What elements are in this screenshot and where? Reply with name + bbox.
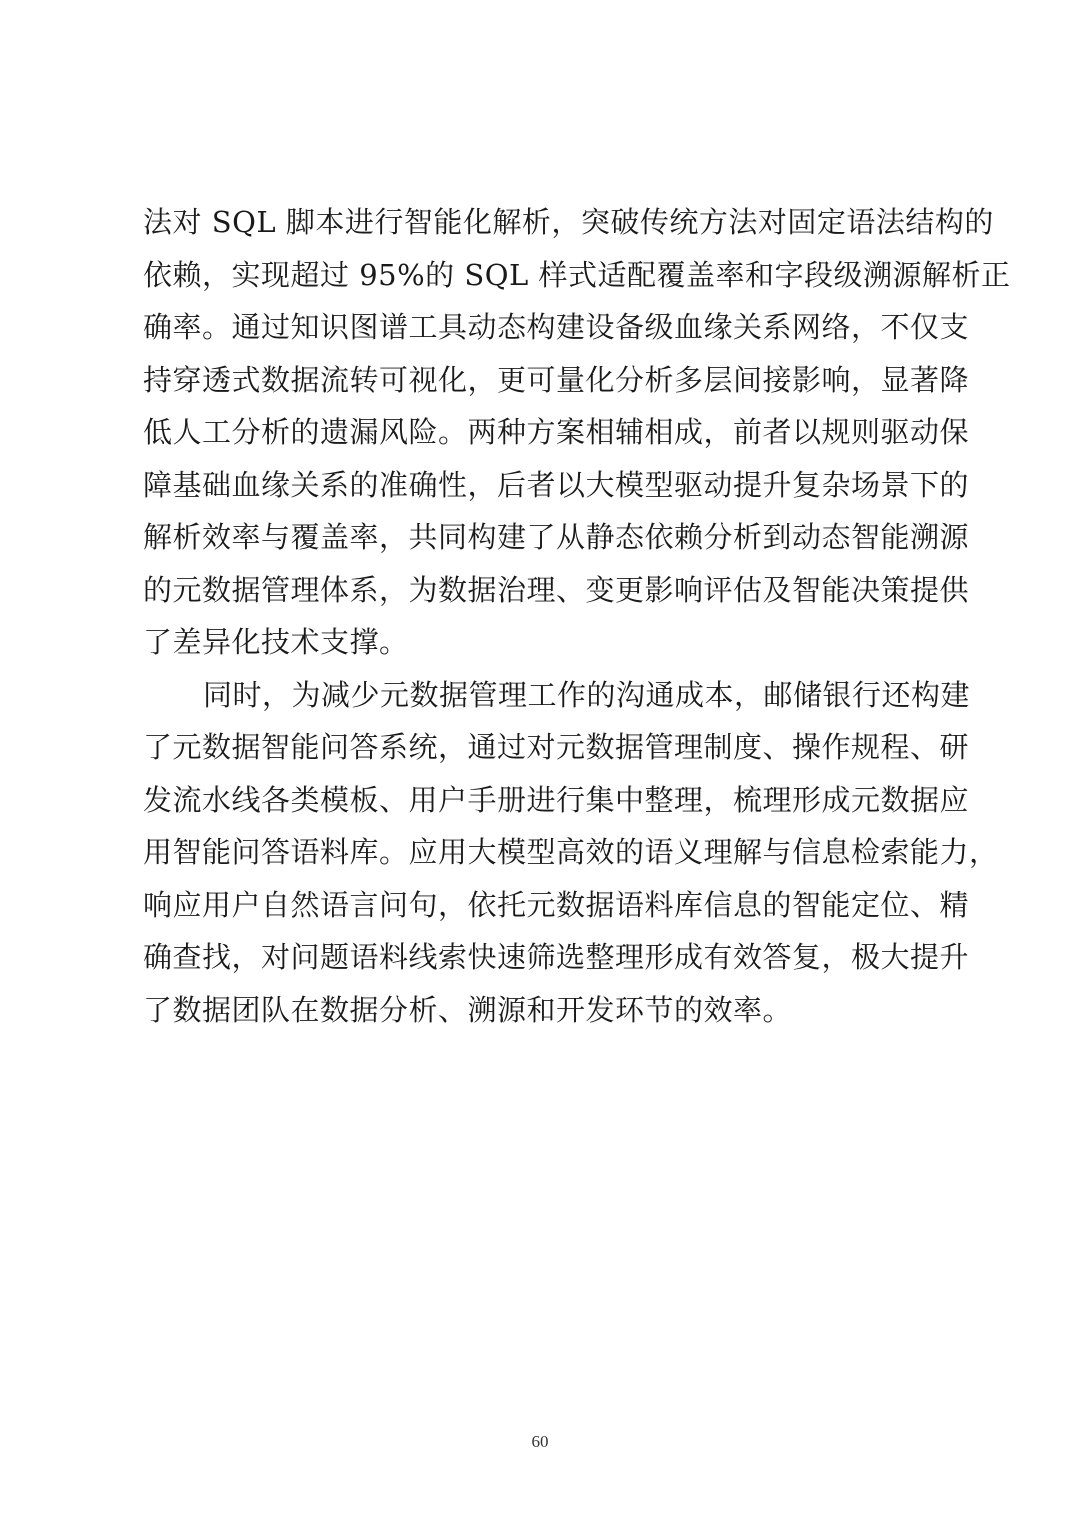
text-line: 的元数据管理体系，为数据治理、变更影响评估及智能决策提供 (143, 572, 970, 607)
text-line: 发流水线各类模板、用户手册进行集中整理，梳理形成元数据应 (143, 782, 970, 817)
text-line: 了差异化技术支撑。 (143, 625, 409, 659)
text-line: 用智能问答语料库。应用大模型高效的语义理解与信息检索能力， (143, 835, 999, 869)
text-line: 持穿透式数据流转可视化，更可量化分析多层间接影响，显著降 (143, 362, 970, 397)
page-number: 60 (531, 1432, 549, 1451)
text-line: 法对 SQL 脚本进行智能化解析，突破传统方法对固定语法结构的 (143, 205, 994, 239)
body-text (143, 196, 1011, 1036)
text-line: 解析效率与覆盖率，共同构建了从静态依赖分析到动态智能溯源 (143, 520, 970, 554)
text-line: 同时，为减少元数据管理工作的沟通成本，邮储银行还构建 (203, 677, 971, 712)
text-line: 响应用户自然语言问句，依托元数据语料库信息的智能定位、精 (143, 887, 970, 922)
text-line: 低人工分析的遗漏风险。两种方案相辅相成，前者以规则驱动保 (143, 415, 970, 449)
text-line: 了数据团队在数据分析、溯源和开发环节的效率。 (143, 992, 793, 1027)
text-line: 确率。通过知识图谱工具动态构建设备级血缘关系网络，不仅支 (143, 310, 970, 344)
text-line: 依赖，实现超过 95%的 SQL 样式适配覆盖率和字段级溯源解析正 (143, 257, 1011, 292)
text-line: 了元数据智能问答系统，通过对元数据管理制度、操作规程、研 (143, 730, 970, 764)
text-line: 确查找，对问题语料线索快速筛选整理形成有效答复，极大提升 (143, 940, 970, 974)
text-line: 障基础血缘关系的准确性，后者以大模型驱动提升复杂场景下的 (143, 467, 970, 502)
